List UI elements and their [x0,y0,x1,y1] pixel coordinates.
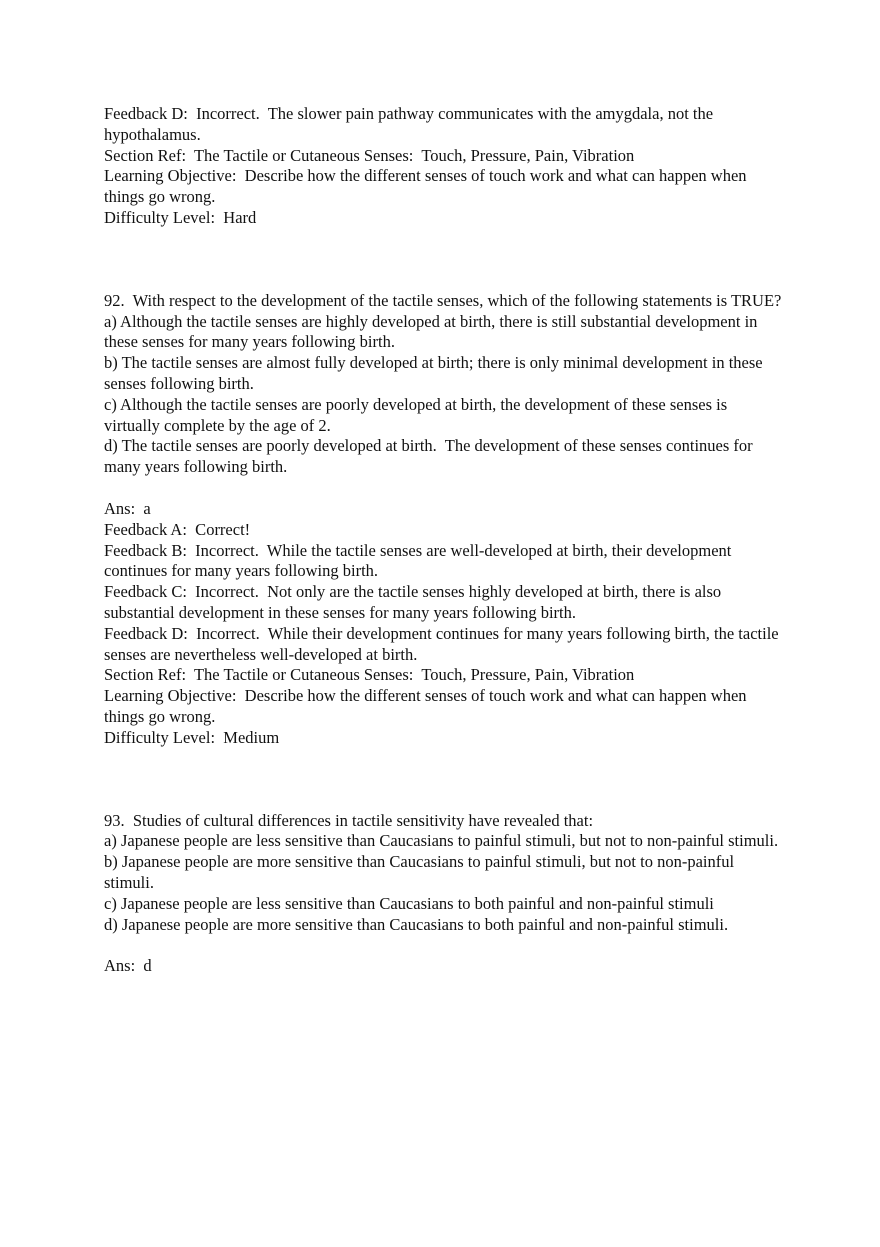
option-b: b) Japanese people are more sensitive than Caucasians to painful stimuli, but not to non-painful stimuli. [104,852,739,892]
feedback-d: Feedback D: Incorrect. While their development continues for many years following birth, the tactile senses are nevertheless well-developed at birth. [104,623,783,664]
spacer [104,749,784,811]
option-c: c) Although the tactile senses are poorly developed at birth, the development of these senses is virtually complete by the age of 2. [104,394,732,435]
question-92 [104,291,784,749]
question-text: 92. With respect to the development of the tactile senses, which of the following statements is TRUE? [104,290,782,310]
question-text: 93. Studies of cultural differences in tactile sensitivity have revealed that: [104,810,594,830]
learning-objective: Learning Objective: Describe how the different senses of touch work and what can happen when things go wrong. [104,686,751,726]
option-c: c) Japanese people are less sensitive than Caucasians to both painful and non-painful stimuli [104,893,714,913]
option-a: a) Japanese people are less sensitive than Caucasians to painful stimuli, but not to non-painful stimuli. [104,831,779,851]
option-d: d) Japanese people are more sensitive than Caucasians to both painful and non-painful stimuli. [104,914,729,934]
answer: Ans: a [104,498,151,518]
learning-objective: Learning Objective: Describe how the different senses of touch work and what can happen when things go wrong. [104,166,751,207]
feedback-a: Feedback A: Correct! [104,519,251,539]
option-b: b) The tactile senses are almost fully developed at birth; there is only minimal development in these senses following birth. [104,353,767,393]
answer: Ans: d [104,956,152,976]
difficulty-level: Difficulty Level: Hard [104,207,257,227]
section-ref: Section Ref: The Tactile or Cutaneous Senses: Touch, Pressure, Pain, Vibration [104,665,635,685]
section-ref: Section Ref: The Tactile or Cutaneous Senses: Touch, Pressure, Pain, Vibration [104,145,635,165]
page-content [104,104,784,977]
spacer [104,935,784,956]
feedback-b: Feedback B: Incorrect. While the tactile senses are well-developed at birth, their development continues for many years following birth. [104,540,736,581]
spacer [104,229,784,291]
option-d: d) The tactile senses are poorly developed at birth. The development of these senses continues for many years following birth. [104,436,757,477]
feedback-c: Feedback C: Incorrect. Not only are the tactile senses highly developed at birth, there is also substantial development in these senses for many years following birth. [104,582,726,622]
spacer [104,478,784,499]
difficulty-level: Difficulty Level: Medium [104,727,280,747]
feedback-d: Feedback D: Incorrect. The slower pain pathway communicates with the amygdala, not the hypothalamus. [104,104,718,144]
previous-question-tail [104,104,784,229]
option-a: a) Although the tactile senses are highly developed at birth, there is still substantial development in these senses for many years following birth. [104,311,762,352]
question-93 [104,811,784,978]
